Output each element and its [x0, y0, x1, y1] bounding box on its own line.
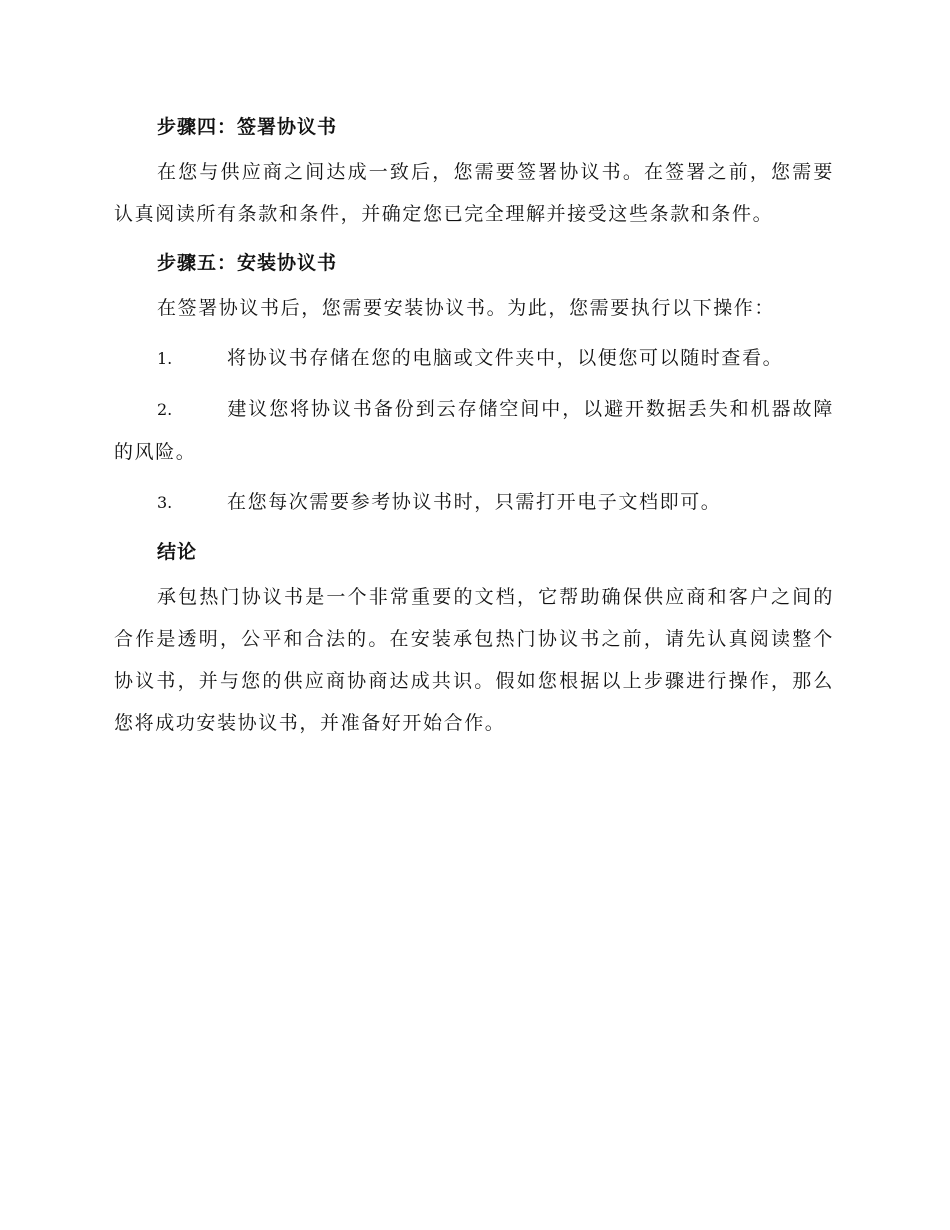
list-item	[114, 337, 834, 380]
section-heading-conclusion: 结论	[157, 541, 198, 563]
list-item-number: 3.	[157, 493, 173, 512]
list-item-number: 2.	[157, 400, 173, 419]
section-heading-step-five: 步骤五：安装协议书	[157, 252, 338, 274]
paragraph-sign-agreement: 在您与供应商之间达成一致后，您需要签署协议书。在签署之前，您需要认真阅读所有条款和条件，并确定您已完全理解并接受这些条款和条件。	[114, 161, 834, 225]
list-item-text: 将协议书存储在您的电脑或文件夹中，以便您可以随时查看。	[227, 347, 784, 369]
list-item-text: 建议您将协议书备份到云存储空间中，以避开数据丢失和机器故障的风险。	[114, 398, 834, 463]
list-item	[114, 481, 834, 524]
section-heading-step-four: 步骤四：签署协议书	[157, 116, 338, 138]
list-item-number: 1.	[157, 349, 173, 368]
list-item	[114, 388, 834, 473]
paragraph-conclusion: 承包热门协议书是一个非常重要的文档，它帮助确保供应商和客户之间的合作是透明，公平和合法的。在安装承包热门协议书之前，请先认真阅读整个协议书，并与您的供应商协商达成共识。假如您根据以上步骤进行操作，那么您将成功安装协议书，并准备好开始合作。	[114, 586, 834, 734]
document-body	[114, 109, 834, 744]
paragraph-install-intro: 在签署协议书后，您需要安装协议书。为此，您需要执行以下操作：	[157, 297, 776, 319]
list-item-text: 在您每次需要参考协议书时，只需打开电子文档即可。	[227, 491, 722, 513]
